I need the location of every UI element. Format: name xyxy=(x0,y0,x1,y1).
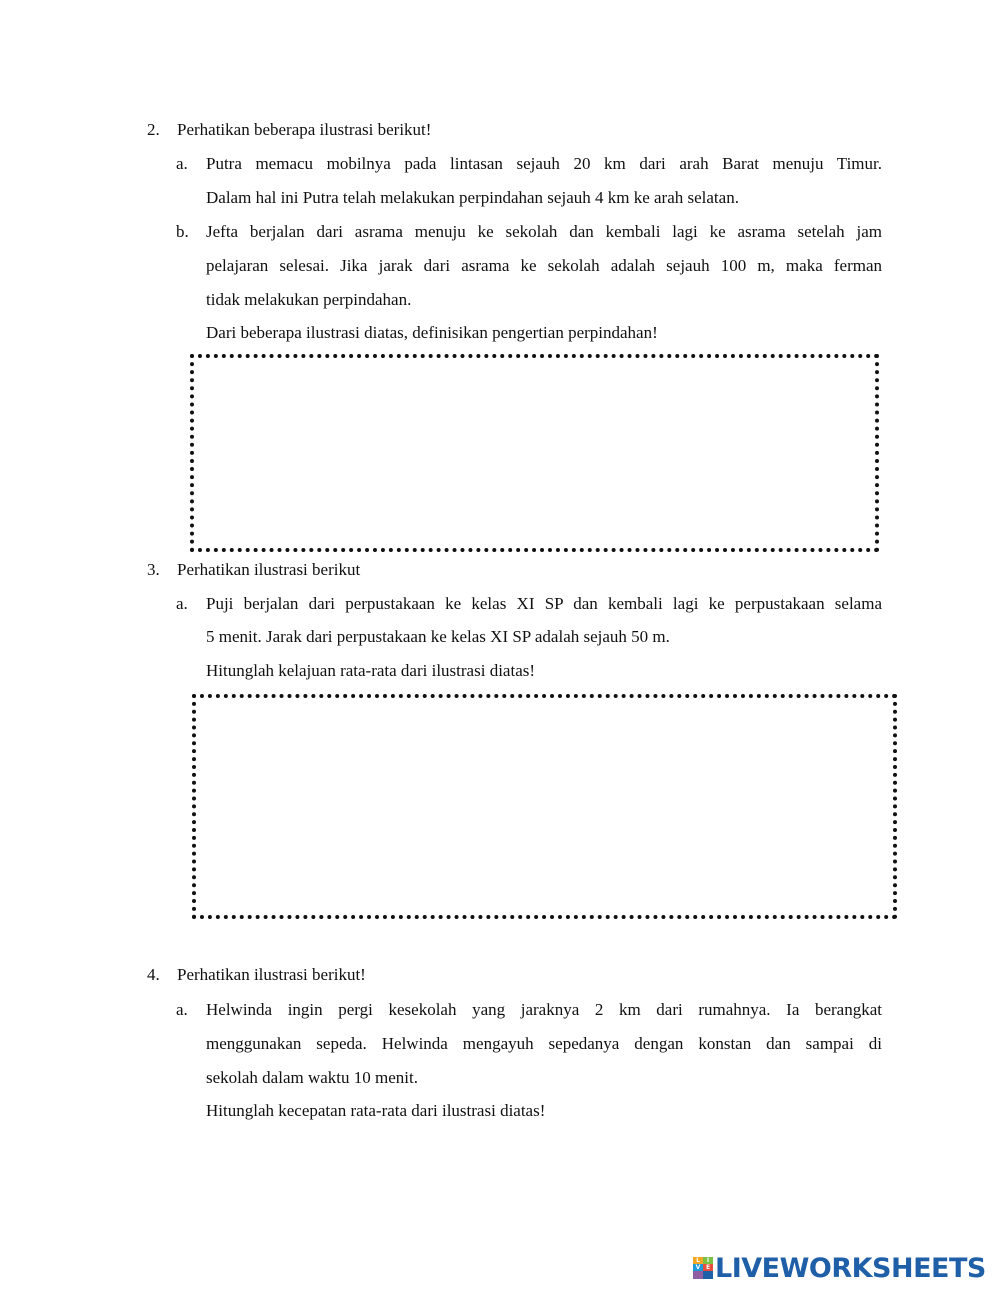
question-3-number: 3. xyxy=(147,560,160,579)
question-4-instruction: Hitunglah kecepatan rata-rata dari ilustrasi diatas! xyxy=(206,1101,546,1120)
question-2b-line-3: tidak melakukan perpindahan. xyxy=(206,290,412,309)
question-3-prompt: Perhatikan ilustrasi berikut xyxy=(177,560,361,579)
liveworksheets-mark-icon xyxy=(693,1257,713,1279)
question-2a-marker: a. xyxy=(176,154,188,173)
question-4a-line-1: Helwinda ingin pergi kesekolah yang jaraknya 2 km dari rumahnya. Ia berangkat xyxy=(206,1000,882,1019)
question-4-number: 4. xyxy=(147,965,160,984)
question-3-answer-box[interactable] xyxy=(192,694,897,919)
question-3-instruction: Hitunglah kelajuan rata-rata dari ilustrasi diatas! xyxy=(206,661,536,680)
question-4a-line-2: menggunakan sepeda. Helwinda mengayuh sepedanya dengan konstan dan sampai di xyxy=(206,1034,882,1053)
liveworksheets-logo xyxy=(693,1252,986,1284)
logo-mark-cell: I xyxy=(703,1257,713,1264)
question-4a-line-3: sekolah dalam waktu 10 menit. xyxy=(206,1068,418,1087)
question-3a-marker: a. xyxy=(176,594,188,613)
question-2-prompt: Perhatikan beberapa ilustrasi berikut! xyxy=(177,120,432,139)
question-2b-marker: b. xyxy=(176,222,189,241)
logo-mark-cell: E xyxy=(703,1264,713,1271)
question-2a-line-1: Putra memacu mobilnya pada lintasan sejauh 20 km dari arah Barat menuju Timur. xyxy=(206,154,882,173)
question-4-prompt: Perhatikan ilustrasi berikut! xyxy=(177,965,366,984)
question-4a-marker: a. xyxy=(176,1000,188,1019)
liveworksheets-wordmark: LIVEWORKSHEETS xyxy=(715,1252,986,1284)
question-2b-line-1: Jefta berjalan dari asrama menuju ke sekolah dan kembali lagi ke asrama setelah jam xyxy=(206,222,882,241)
logo-mark-cell: L xyxy=(693,1257,703,1264)
question-3a-line-2: 5 menit. Jarak dari perpustakaan ke kelas XI SP adalah sejauh 50 m. xyxy=(206,627,670,646)
question-2a-line-2: Dalam hal ini Putra telah melakukan perpindahan sejauh 4 km ke arah selatan. xyxy=(206,188,739,207)
question-2-number: 2. xyxy=(147,120,160,139)
logo-mark-cell xyxy=(693,1271,703,1279)
question-2-instruction: Dari beberapa ilustrasi diatas, definisikan pengertian perpindahan! xyxy=(206,323,658,342)
question-2-answer-box[interactable] xyxy=(190,354,879,552)
question-3a-line-1: Puji berjalan dari perpustakaan ke kelas XI SP dan kembali lagi ke perpustakaan selama xyxy=(206,594,882,613)
logo-mark-cell: V xyxy=(693,1264,703,1271)
question-2b-line-2: pelajaran selesai. Jika jarak dari asrama ke sekolah adalah sejauh 100 m, maka ferman xyxy=(206,256,882,275)
logo-mark-cell xyxy=(703,1271,713,1279)
